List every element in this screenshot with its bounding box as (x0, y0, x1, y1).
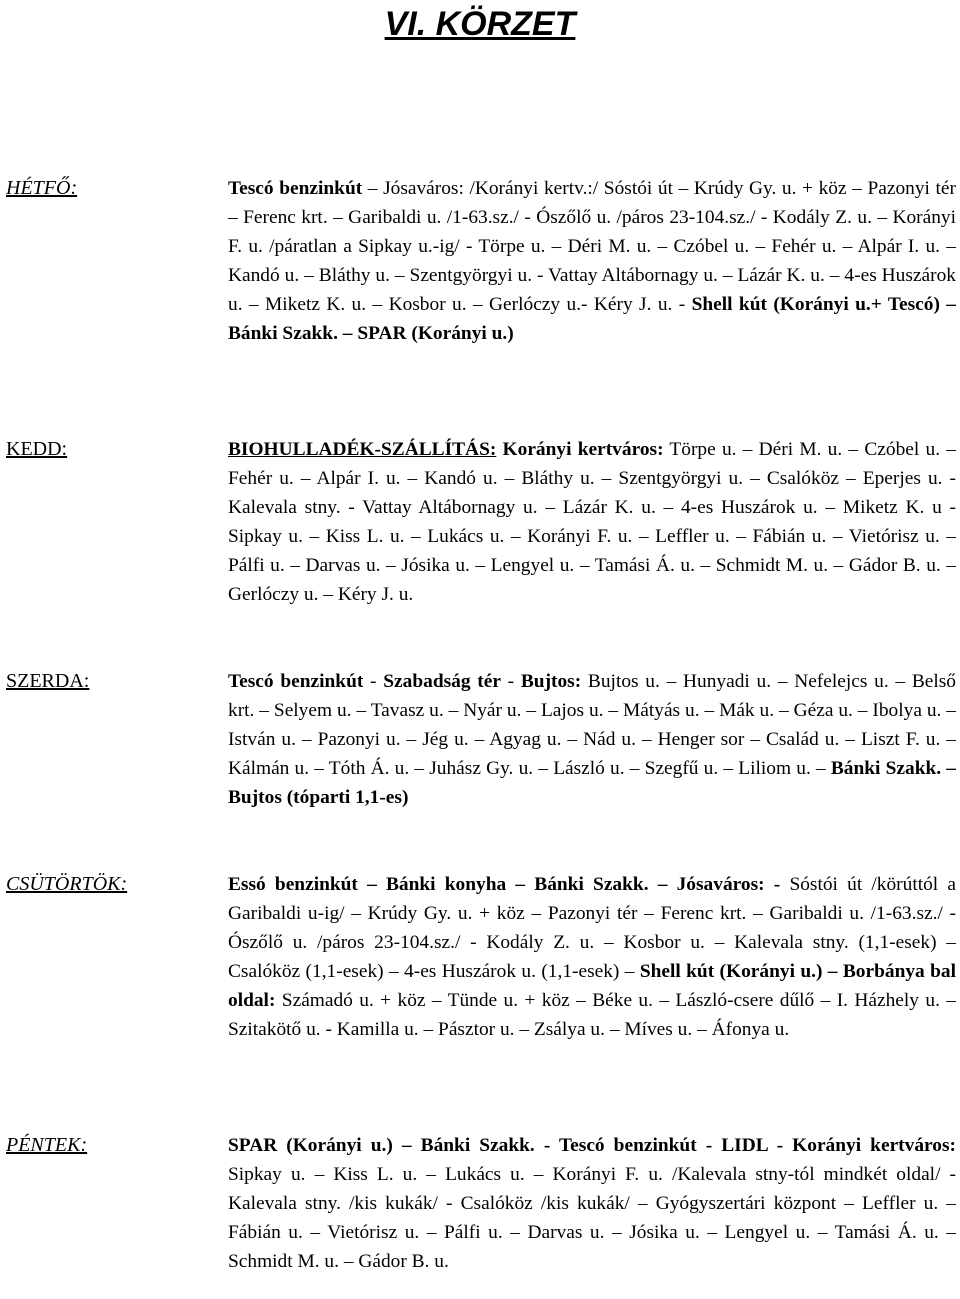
route-segment: - (363, 671, 384, 692)
route-segment: - (500, 671, 521, 692)
day-route-tuesday (228, 435, 956, 609)
route-segment: Bujtos: (520, 671, 582, 692)
route-segment: Tescó benzinkút (228, 178, 363, 199)
route-segment: Szabadság tér (383, 671, 501, 692)
day-label-tuesday: KEDD: (6, 438, 68, 460)
route-segment: Korányi kertváros: (496, 439, 664, 460)
day-route-thursday (228, 870, 956, 1044)
day-label-thursday: CSÜTÖRTÖK: (6, 873, 128, 895)
page-title: VI. KÖRZET (384, 5, 576, 43)
day-route-monday (228, 174, 956, 348)
route-segment: Tescó benzinkút (228, 671, 364, 692)
route-segment: Shell kút (Korányi u.+ Tescó) – Bánki Szakk. – SPAR (Korányi u.) (228, 294, 956, 344)
day-label-wednesday: SZERDA: (6, 670, 90, 692)
route-segment: BIOHULLADÉK-SZÁLLÍTÁS: (228, 439, 497, 460)
day-label-monday: HÉTFŐ: (6, 177, 78, 199)
day-label-friday: PÉNTEK: (6, 1134, 88, 1156)
route-segment: Bujtos u. – Hunyadi u. – Nefelejcs u. – Belső krt. – Selyem u. – Tavasz u. – Nyár u. – Lajos u. – Mátyás u. – Mák u. – Géza u. – Ibolya u. – István u. – Pazonyi u. – Jég u. – Agyag u. – Nád u. – Henger sor – Család u. – Liszt F. u. – Kálmán u. – Tóth Á. u. – Juhász Gy. u. – László u. – Szegfű u. – Liliom u. – (228, 671, 957, 779)
day-route-friday (228, 1131, 956, 1276)
route-segment: Számadó u. + köz – Tünde u. + köz – Béke u. – László-csere dűlő – I. Házhely u. – Szitakötő u. - Kamilla u. – Pásztor u. – Zsálya u. – Míves u. – Áfonya u. (228, 990, 956, 1040)
route-segment: Essó benzinkút – Bánki konyha – Bánki Szakk. – Jósaváros: - (228, 874, 781, 895)
route-segment: Sóstói út /körúttól a Garibaldi u-ig/ – Krúdy Gy. u. + köz – Pazonyi tér – Ferenc krt. – Garibaldi u. /1-63.sz./ - Ószőlő u. /páros 23-104.sz./ - Kodály Z. u. – Kosbor u. – Kalevala stny. (1,1-esek) – Csalóköz (1,1-esek) – 4-es Huszárok u. (1,1-esek) – (228, 874, 956, 982)
route-segment: – Jósaváros: /Korányi kertv.:/ Sóstói út – Krúdy Gy. u. + köz – Pazonyi tér – Ferenc krt. – Garibaldi u. /1-63.sz./ - Ószőlő u. /páros 23-104.sz./ - Kodály Z. u. – Korányi F. u. /páratlan a Sipkay u.-ig/ - Törpe u. – Déri M. u. – Czóbel u. – Fehér u. – Alpár I. u. – Kandó u. – Bláthy u. – Szentgyörgyi u. - Vattay Altábornagy u. – Lázár K. u. – 4-es Huszárok u. – Miketz K. u. – Kosbor u. – Gerlóczy u.- Kéry J. u. - (228, 178, 956, 315)
route-segment: Shell kút (Korányi u.) – Borbánya bal oldal: (228, 961, 956, 1011)
route-segment: Sipkay u. – Kiss L. u. – Lukács u. – Korányi F. u. /Kalevala stny-tól mindkét oldal/ - Kalevala stny. /kis kukák/ - Csalóköz /kis kukák/ – Gyógyszertári központ – Leffler u. – Fábián u. – Vietórisz u. – Pálfi u. – Darvas u. – Jósika u. – Lengyel u. – Tamási Á. u. – Schmidt M. u. – Gádor B. u. (228, 1164, 956, 1272)
route-segment: SPAR (Korányi u.) – Bánki Szakk. - Tescó benzinkút - LIDL - Korányi kertváros: (228, 1135, 956, 1156)
route-segment: Törpe u. – Déri M. u. – Czóbel u. – Fehér u. – Alpár I. u. – Kandó u. – Bláthy u. – Szentgyörgyi u. – Csalóköz – Eperjes u. - Kalevala stny. - Vattay Altábornagy u. – Lázár K. u. – 4-es Huszárok u. – Miketz K. u - Sipkay u. – Kiss L. u. – Lukács u. – Korányi F. u. – Leffler u. – Fábián u. – Vietórisz u. – Pálfi u. – Darvas u. – Jósika u. – Lengyel u. – Tamási Á. u. – Schmidt M. u. – Gádor B. u. – Gerlóczy u. – Kéry J. u. (228, 439, 956, 605)
day-route-wednesday (228, 667, 956, 812)
route-segment: Bánki Szakk. – Bujtos (tóparti 1,1-es) (228, 758, 957, 808)
